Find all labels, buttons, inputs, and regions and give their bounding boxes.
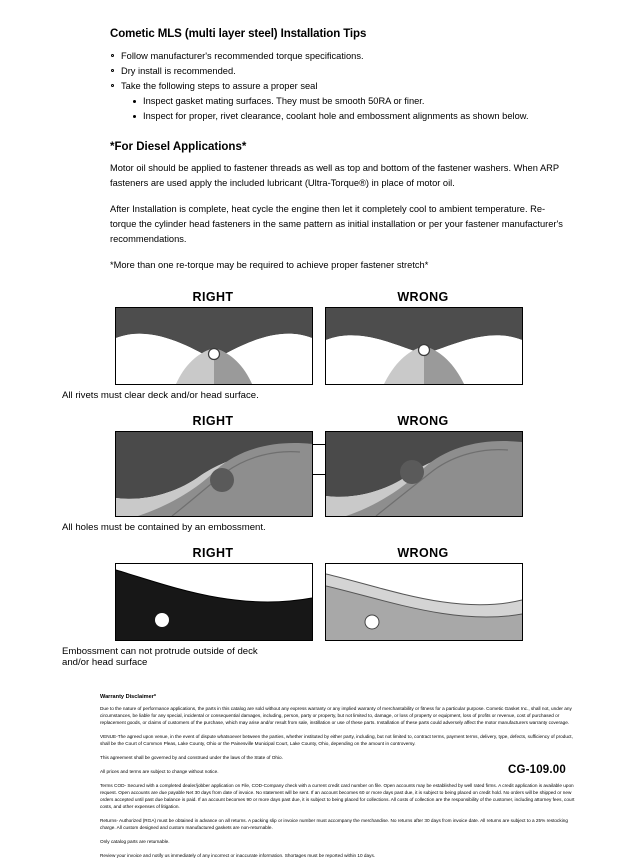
list-item <box>110 49 574 64</box>
page-title: Cometic MLS (multi layer steel) Installation Tips <box>110 28 367 40</box>
subbullet-text: Inspect for proper, rivet clearance, coolant hole and embossment alignments as shown below. <box>143 111 529 122</box>
figure-image-wrong-embossment <box>325 563 523 641</box>
figure-label-right: RIGHT <box>192 289 234 304</box>
figure-right-rivets <box>115 290 311 385</box>
list-item <box>131 94 574 109</box>
figure-wrong-rivets <box>325 290 521 385</box>
figure-image-wrong-holes <box>325 431 523 517</box>
retorque-note: *More than one re-torque may be required to achieve proper fastener stretch* <box>110 260 429 271</box>
figure-caption-embossment-line2: and/or head surface <box>62 656 148 668</box>
tips-sublist <box>121 94 574 124</box>
diesel-paragraph-2: After Installation is complete, heat cycle the engine then let it completely cool to ambient temperature. Re-torque the cylinder head fasteners in the same pattern as initial installation or per your fastener manufacturer's recommendations. <box>110 204 563 245</box>
figure-row-rivets <box>44 290 574 401</box>
figure-image-wrong-rivets <box>325 307 523 385</box>
figure-caption-embossment <box>44 646 574 668</box>
figure-label-wrong: WRONG <box>397 545 449 560</box>
tips-list <box>110 49 574 124</box>
warranty-paragraph: VENUE-The agreed upon venue, in the event of dispute whatsoever between the parties, whether instituted by either party, including, but not limited to, contract terms, payment terms, delivery, type, defects, sufficiency of product, shall be the Court of Common Pleas, Lake County, Ohio or the Painesville Municipal Court, Lake County, Ohio, depending on the amount in controversy. <box>100 733 573 746</box>
figure-section <box>44 290 574 668</box>
figure-row-holes <box>44 414 574 533</box>
figure-image-right-embossment <box>115 563 313 641</box>
figure-right-holes <box>115 414 311 517</box>
bullet-text: Dry install is recommended. <box>121 66 236 77</box>
figure-row-embossment <box>44 546 574 668</box>
figure-wrong-holes <box>325 414 521 517</box>
figure-label-right: RIGHT <box>192 413 234 428</box>
figure-caption-embossment-line1: Embossment can not protrude outside of deck <box>62 645 258 657</box>
warranty-paragraph: Terms COD- Secured with a completed dealer/jobber application on File, COD-Company check with a current credit card number on file. Open accounts may be established by well rated firms. A credit application is available upon request. Open accounts are due payable Net 30 days from date of invoice. No statement will be sent. If an account becomes 60 or more days past due, it is subject to being placed on credit hold. No orders will be shipped or new orders accepted until past due balance is paid. If an account becomes 90 or more days past due, it is subject to being placed for collections. All costs of collection are the responsibility of the customer, including attorney fees, court costs, and other expenses of litigation. <box>100 782 575 809</box>
subbullet-text: Inspect gasket mating surfaces. They must be smooth 50RA or finer. <box>143 96 425 107</box>
figure-wrong-embossment <box>325 546 521 641</box>
warranty-paragraph: Returns- Authorized (RGA) must be obtained in advance on all returns. A packing slip or invoice number must accompany the merchandise. No returns after 30 days from invoice date. All returns are subject to a 25% restocking charge. All custom designed and custom manufactured gaskets are non-returnable. <box>100 818 568 831</box>
diesel-paragraph-1: Motor oil should be applied to fastener threads as well as top and bottom of the fastener washers. When ARP fasteners are used apply the included lubricant (Ultra-Torque®) in place of motor oil. <box>110 163 559 189</box>
figure-label-wrong: WRONG <box>397 289 449 304</box>
list-item <box>110 64 574 79</box>
warranty-paragraph: Only catalog parts are returnable. <box>100 839 170 845</box>
warranty-section <box>100 694 576 859</box>
list-item <box>131 109 574 124</box>
warranty-paragraph: All prices and terms are subject to change without notice. <box>100 768 219 774</box>
warranty-heading: Warranty Disclaimer* <box>100 693 157 700</box>
diesel-section-heading: *For Diesel Applications* <box>110 141 247 154</box>
figure-label-wrong: WRONG <box>397 413 449 428</box>
bullet-text: Follow manufacturer's recommended torque specifications. <box>121 51 364 61</box>
figure-image-right-holes <box>115 431 313 517</box>
figure-right-embossment <box>115 546 311 641</box>
warranty-paragraph: Review your invoice and notify us immediately of any incorrect or inaccurate information. Shortages must be reported within 10 days. <box>100 853 376 859</box>
document-number: CG-109.00 <box>507 764 566 776</box>
figure-caption-holes: All holes must be contained by an embossment. <box>62 521 266 533</box>
list-item <box>110 79 574 124</box>
figure-image-right-rivets <box>115 307 313 385</box>
figure-caption-rivets: All rivets must clear deck and/or head surface. <box>62 389 259 401</box>
warranty-paragraph: This agreement shall be governed by and construed under the laws of the State of Ohio. <box>100 754 283 760</box>
warranty-paragraph: Due to the nature of performance applications, the parts in this catalog are sold without any express warranty or any implied warranty of merchantability or fitness for a particular purpose. Cometic Gasket Inc., shall not, under any circumstances, be liable for any special, incidental or consequential damages, including, person, party or property, but not limited to, damage, or loss of property or equipment, loss of profits or revenue, cost of purchased or replacement goods, or claims of customers of the purchase, which may arise and/or result from sale, instillation or use of these parts. Installation of these parts could adversely affect the motor manufacturers warranty coverage. <box>100 705 572 725</box>
figure-label-right: RIGHT <box>192 545 234 560</box>
bullet-text: Take the following steps to assure a proper seal <box>121 81 318 92</box>
